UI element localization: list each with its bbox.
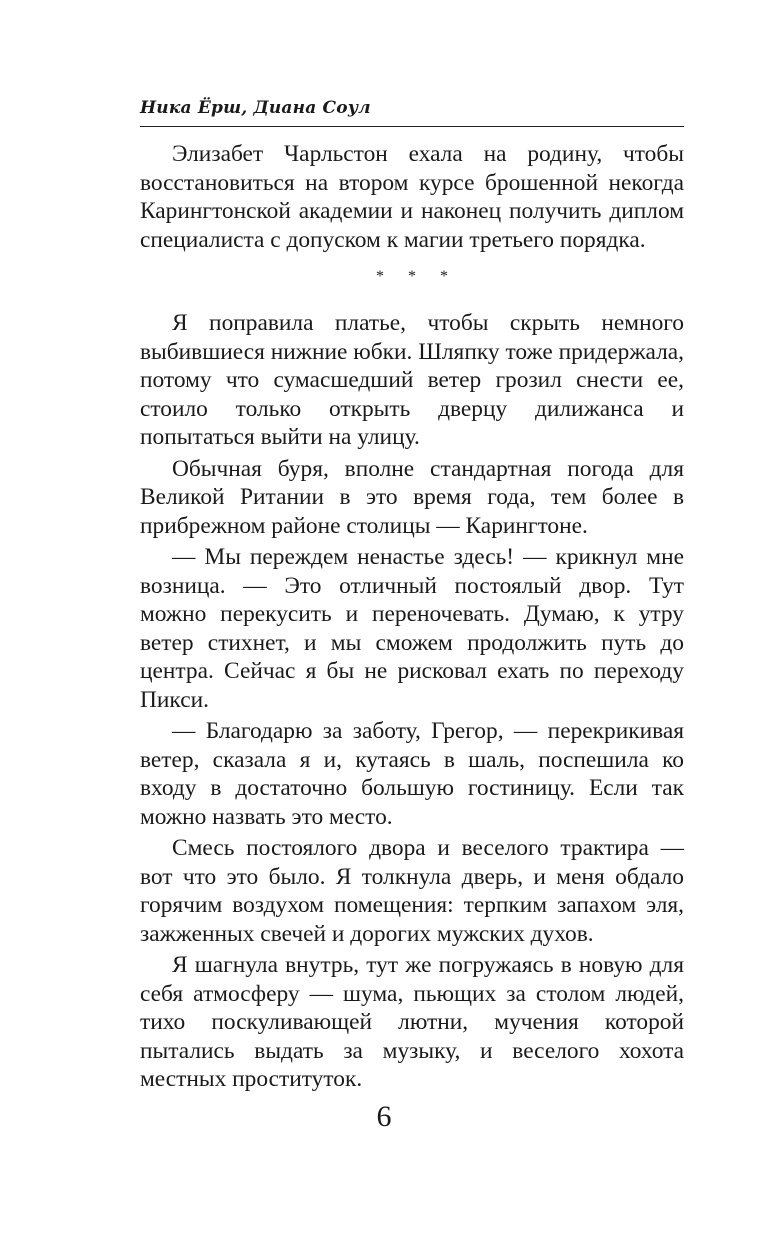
paragraph: — Благодарю за заботу, Грегор, — перекрикивая ветер, сказала я и, кутаясь в шаль, поспешила ко входу в достаточно большую гостиницу. Если так можно назвать это место. [140, 718, 684, 830]
page-number: 6 [376, 1100, 392, 1133]
page-body [140, 140, 684, 1094]
paragraph: Я поправила платье, чтобы скрыть немного выбившиеся нижние юбки. Шляпку тоже придержала, потому что сумасшедший ветер грозил снести ее, стоило только открыть дверцу дилижанса и попытаться выйти на улицу. [140, 310, 684, 450]
paragraph: Смесь постоялого двора и веселого трактира — вот что это было. Я толкнула дверь, и меня обдало горячим воздухом помещения: терпким запахом эля, зажженных свечей и дорогих мужских духов. [140, 835, 684, 947]
author-names: Ника Ёрш, Диана Соул [140, 98, 371, 118]
paragraph: — Мы переждем ненастье здесь! — крикнул мне возница. — Это отличный постоялый двор. Тут можно перекусить и переночевать. Думаю, к утру ветер стихнет, и мы сможем продолжить путь до центра. Сейчас я бы не рисковал ехать по переходу Пикси. [140, 544, 684, 713]
section-separator: * * * [376, 268, 458, 285]
paragraph: Обычная буря, вполне стандартная погода для Великой Ритании в это время года, тем более в прибрежном районе столицы — Карингтоне. [140, 455, 684, 539]
paragraph: Я шагнула внутрь, тут же погружаясь в новую для себя атмосферу — шума, пьющих за столом людей, тихо поскуливающей лютни, мучения которой пытались выдать за музыку, и веселого хохота местных проституток. [140, 952, 684, 1092]
paragraph-intro: Элизабет Чарльстон ехала на родину, чтобы восстановиться на втором курсе брошенной некогда Карингтонской академии и наконец получить диплом специалиста с допуском к магии третьего порядка. [140, 141, 684, 253]
running-header [140, 96, 684, 127]
